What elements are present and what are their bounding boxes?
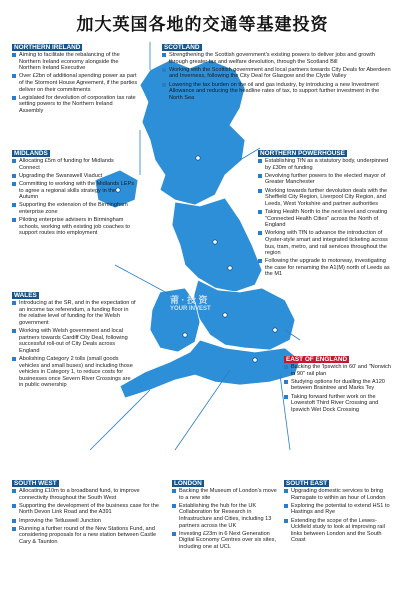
region-item-text: Aiming to facilitate the rebalancing of the Northern Ireland economy alongside the Northern Ireland Executive	[19, 52, 120, 72]
region-item-text: Working towards further devolution deals with the Sheffield City Region, Liverpool City Region, and Leeds, West Yorkshire and partner authorities	[265, 187, 388, 207]
region-item-text: Supporting the extension of the Birmingham enterprise zone	[19, 202, 128, 215]
region-item	[12, 173, 136, 180]
region-item	[258, 230, 394, 256]
region-item-text: Upgrading domestic services to bring Ramsgate to within an hour of London	[291, 488, 386, 501]
bullet-icon	[12, 329, 16, 333]
region-item-text: Establishing the hub for the UK Collaboration for Research in Infrastructure and Cities, including 13 partners across the UK	[179, 502, 272, 529]
region-item-text: Introducing at the SR, and in the expectation of an income tax referendum, a funding floor in the relative level of funding for the Welsh government	[19, 300, 136, 326]
bullet-icon	[12, 74, 16, 78]
region-title: LONDON	[174, 480, 202, 487]
region-item-text: Working with TfN to advance the introduction of Oyster-style smart and integrated ticketing across bus, tram, metro, and rail services throughout the region	[265, 230, 388, 257]
bullet-icon	[284, 380, 288, 384]
region-item	[284, 518, 394, 544]
bullet-icon	[258, 159, 262, 163]
region-item	[258, 209, 394, 229]
region-item-text: Backing the 'Ipswich in 60' and "Norwich in 90" rail plan	[291, 364, 391, 377]
bullet-icon	[162, 83, 166, 87]
watermark	[170, 293, 250, 317]
bullet-icon	[12, 218, 16, 222]
region-item-text: Allocating £10m to a broadband fund, to improve connectivity throughout the South West	[19, 488, 140, 501]
bullet-icon	[284, 365, 288, 369]
bullet-icon	[12, 301, 16, 305]
region-item-text: Strengthening the Scottish government's existing powers to deliver jobs and growth through greater tax and welfare devolution, through the Scotland Bill	[169, 52, 375, 65]
region-item	[12, 356, 136, 389]
region-item	[258, 158, 394, 171]
bullet-icon	[12, 489, 16, 493]
region-item-text: Backing the Museum of London's move to a new site	[179, 488, 277, 501]
region-wales	[12, 292, 136, 391]
region-south-west	[12, 480, 164, 547]
region-item	[172, 531, 278, 551]
region-item	[258, 188, 394, 208]
bullet-icon	[172, 532, 176, 536]
region-item-text: Extending the scope of the Lewes-Uckfield study to look at improving rail links between London and the South Coast	[291, 517, 385, 544]
region-title: NORTHERN IRELAND	[14, 44, 81, 51]
region-item	[12, 217, 136, 237]
bullet-icon	[12, 504, 16, 508]
bullet-icon	[12, 203, 16, 207]
region-south-east	[284, 480, 394, 546]
region-item	[284, 364, 394, 377]
region-item-text: Following the upgrade to motorway, investigating the case for renaming the A1(M) north of Leeds as the M1	[265, 258, 390, 278]
bullet-icon	[258, 259, 262, 263]
bullet-icon	[12, 159, 16, 163]
bullet-icon	[258, 189, 262, 193]
england-north-shape	[172, 198, 262, 292]
region-item-text: Legislated for devolution of corporation tax rate setting powers to the Northern Ireland Assembly	[19, 94, 136, 114]
region-item	[12, 73, 138, 93]
region-title: SCOTLAND	[164, 44, 200, 51]
region-item-text: Investing £23m in 6 Next Generation Digital Economy Centres over six sites, including one at UCL	[179, 530, 276, 550]
region-title: SOUTH EAST	[286, 480, 328, 487]
region-item	[258, 173, 394, 186]
region-item-text: Taking forward further work on the Lowestoft Third River Crossing and Ipswich Wet Dock Crossing	[291, 393, 379, 413]
region-item	[284, 488, 394, 501]
bullet-icon	[258, 231, 262, 235]
region-item-text: Abolishing Category 2 tolls (small goods vehicles and small buses) and including those vehicles in Category 1, to reduce costs for businesses once Severn River Crossings are in public ownership	[19, 355, 133, 389]
bullet-icon	[12, 53, 16, 57]
region-item-text: Lowering the tax burden on the oil and gas industry, by introducing a new Investment Allowance and reducing the headline rates of tax, to support further investment in the North Sea	[169, 81, 380, 101]
watermark-line1: 莆 · 投 资	[170, 295, 208, 305]
region-northern-powerhouse	[258, 150, 394, 280]
bullet-icon	[12, 96, 16, 100]
region-item-text: Running a further round of the New Stations Fund, and considering proposals for a new station between Castle Cary & Taunton	[19, 525, 157, 545]
region-item-text: Upgrading the Swanswell Viaduct	[19, 172, 103, 179]
region-northern-ireland	[12, 44, 138, 116]
region-item	[12, 158, 136, 171]
region-title: WALES	[14, 292, 37, 299]
region-item	[284, 379, 394, 392]
region-item-text: Supporting the development of the business case for the North Devon Link Road and the A391	[19, 502, 159, 516]
region-item	[12, 52, 138, 72]
region-title: NORTHERN POWERHOUSE	[260, 150, 345, 157]
region-item	[162, 52, 394, 65]
region-item-text: Committing to working with the Midlands LEPs to agree a regional skills strategy in the Autumn	[19, 180, 135, 201]
region-item	[12, 526, 164, 546]
region-item	[258, 258, 394, 278]
region-item	[12, 95, 138, 115]
region-item-text: Piloting enterprise advisers in Birmingham schools, working with existing job coaches to support routes into employment	[19, 217, 130, 237]
bullet-icon	[284, 504, 288, 508]
region-item	[12, 202, 136, 215]
bullet-icon	[284, 489, 288, 493]
region-title: SOUTH WEST	[14, 480, 57, 487]
bullet-icon	[12, 519, 16, 523]
watermark-line2: YOUR INVEST	[170, 306, 211, 312]
bullet-icon	[162, 53, 166, 57]
region-title: EAST OF ENGLAND	[286, 356, 348, 363]
region-item	[12, 518, 164, 525]
bullet-icon	[284, 395, 288, 399]
region-item	[284, 503, 394, 516]
region-item-text: Devolving further powers to the elected mayor of Greater Manchester	[265, 172, 386, 186]
region-item-text: Taking Health North to the next level and creating "Connected Health Cities" across the North of England	[265, 208, 388, 229]
bullet-icon	[258, 174, 262, 178]
bullet-icon	[172, 489, 176, 493]
bullet-icon	[12, 527, 16, 531]
bullet-icon	[258, 210, 262, 214]
region-scotland	[162, 44, 394, 103]
bullet-icon	[172, 504, 176, 508]
region-item-text: Exploring the potential to extend HS1 to Hastings and Rye	[291, 502, 390, 516]
region-midlands	[12, 150, 136, 239]
bullet-icon	[12, 182, 16, 186]
region-item-text: Working with Welsh government and local partners towards Cardiff City Deal, following successful roll-out of City Deals across England	[19, 327, 128, 354]
region-item	[12, 488, 164, 501]
region-item	[284, 394, 394, 414]
page-title: 加大英国各地的交通等基建投资	[76, 15, 329, 35]
region-item-text: Working with the Scottish government and local partners towards City Deals for Aberdeen and Inverness, following the City Deal for Glasgow and the Clyde Valley	[169, 66, 391, 80]
region-item	[162, 67, 394, 80]
bullet-icon	[12, 174, 16, 178]
region-item-text: Allocating £5m of funding for Midlands Connect	[19, 158, 114, 171]
region-item	[12, 328, 136, 354]
region-east-of-england	[284, 356, 394, 415]
region-item	[172, 488, 278, 501]
bullet-icon	[162, 68, 166, 72]
bullet-icon	[12, 357, 16, 361]
region-item	[172, 503, 278, 529]
region-item-text: Establishing TfN as a statutory body, underpinned by £30m of funding	[265, 158, 389, 171]
region-title: MIDLANDS	[14, 150, 48, 157]
bullet-icon	[284, 519, 288, 523]
region-item-text: Over £2bn of additional spending power as part of the Stormont House Agreement, if the parties deliver on their commitments	[19, 73, 138, 93]
region-item-text: Improving the Tetluswell Junction	[19, 517, 101, 524]
region-item	[12, 181, 136, 201]
region-item	[12, 503, 164, 516]
region-item	[162, 82, 394, 102]
region-item	[12, 300, 136, 326]
region-item-text: Studying options for dualling the A120 between Braintree and Marks Tey	[291, 378, 385, 392]
region-london	[172, 480, 278, 552]
